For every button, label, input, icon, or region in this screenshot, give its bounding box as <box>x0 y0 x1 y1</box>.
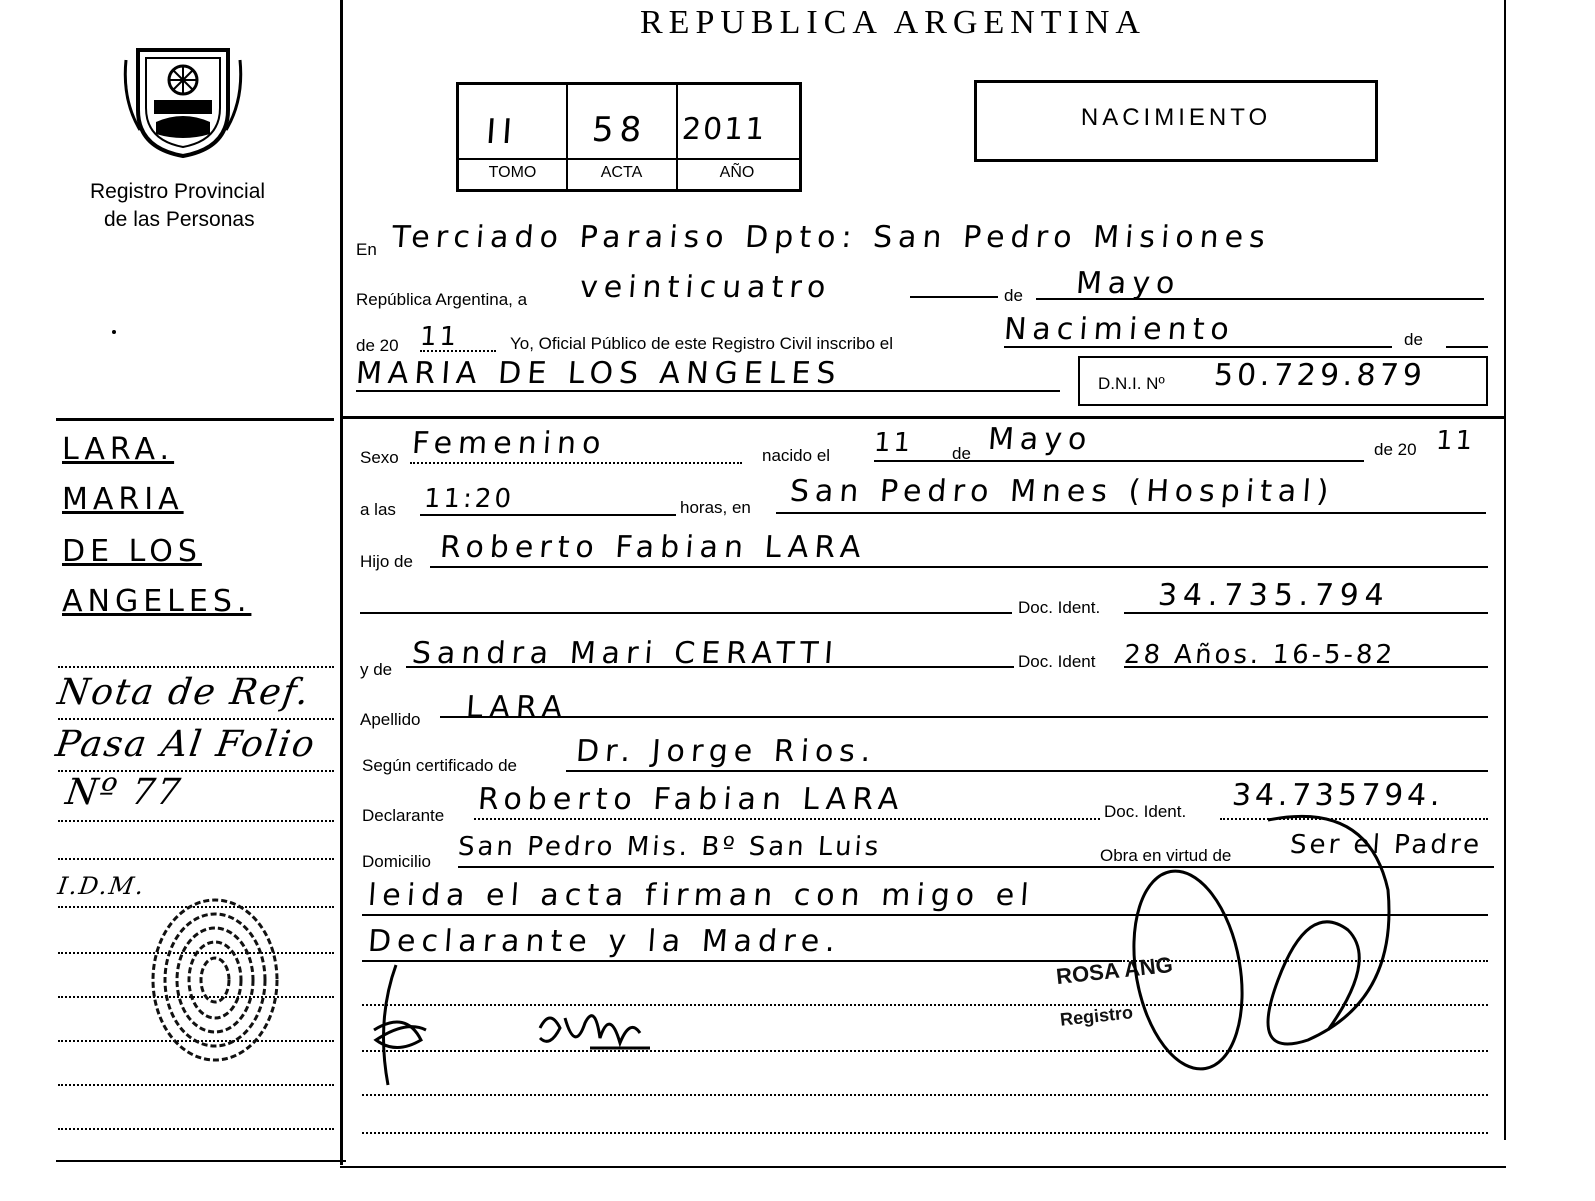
field-madre-doc: 28 Años. 16-5-82 <box>1122 640 1397 670</box>
label-de-1: de <box>1004 286 1023 305</box>
field-nombre: MARIA DE LOS ANGELES <box>354 356 843 391</box>
field-nac-mes: Mayo <box>986 422 1094 457</box>
field-sexo: Femenino <box>410 426 608 461</box>
margin-idm: I.D.M. <box>56 872 148 900</box>
rule <box>1124 612 1488 614</box>
label-declarante: Declarante <box>362 806 445 825</box>
registry-name-line1: Registro Provincial <box>90 180 266 203</box>
declarant-signature-icon <box>366 960 436 1090</box>
field-declarante: Roberto Fabian LARA <box>476 782 906 817</box>
label-nacido: nacido el <box>762 446 831 465</box>
field-declarante-doc: 34.735794. <box>1230 778 1446 813</box>
field-domicilio: San Pedro Mis. Bº San Luis <box>456 832 883 862</box>
margin-given-name-1: MARIA <box>62 482 184 517</box>
field-padre: Roberto Fabian LARA <box>438 530 868 565</box>
rule <box>474 818 1100 820</box>
rule <box>420 350 496 352</box>
margin-bottom-line <box>56 1160 346 1162</box>
label-sexo: Sexo <box>360 448 399 467</box>
label-docident-3: Doc. Ident. <box>1104 802 1187 821</box>
margin-note-2: Pasa Al Folio <box>53 724 319 765</box>
label-dni: D.N.I. Nº <box>1098 374 1165 393</box>
label-de-20-b: de 20 <box>1374 440 1417 459</box>
margin-dotted-line <box>58 718 334 720</box>
acta-label: ACTA <box>600 164 643 181</box>
act-type-label: NACIMIENTO <box>1080 104 1272 131</box>
field-lectura-1: leida el acta firman con migo el <box>366 878 1036 913</box>
rule <box>420 514 676 516</box>
margin-surname: LARA. <box>62 432 175 467</box>
rule <box>360 612 1012 614</box>
field-madre: Sandra Mari CERATTI <box>410 636 841 671</box>
dot-mark <box>112 330 116 334</box>
label-docident-2: Doc. Ident <box>1018 652 1096 671</box>
field-lugar: Terciado Paraiso Dpto: San Pedro Misiones <box>390 220 1273 255</box>
margin-dotted-line <box>58 858 334 860</box>
field-lectura-2: Declarante y la Madre. <box>366 924 843 959</box>
rule <box>362 960 1122 962</box>
field-inscribe: Nacimiento <box>1002 312 1237 347</box>
label-segun: Según certificado de <box>362 756 517 775</box>
page-title: REPUBLICA ARGENTINA <box>640 4 1146 41</box>
label-yde: y de <box>360 660 393 679</box>
margin-dotted-line <box>58 1128 334 1130</box>
margin-note-3: Nº 77 <box>63 772 185 813</box>
left-column-divider <box>340 0 343 1165</box>
rule <box>910 296 998 298</box>
right-page-edge <box>1504 0 1506 1140</box>
field-padre-doc: 34.735.794 <box>1156 578 1392 613</box>
tomo-value: II <box>484 112 520 152</box>
field-mes: Mayo <box>1074 266 1182 301</box>
rule <box>874 460 1364 462</box>
field-lugar-nac: San Pedro Mnes (Hospital) <box>788 474 1336 509</box>
margin-dotted-line <box>58 1084 334 1086</box>
field-hora: 11:20 <box>422 484 515 514</box>
official-stamp-line1: ROSA ANG <box>1054 951 1174 990</box>
label-de-3: de <box>952 444 971 463</box>
rule <box>566 770 1488 772</box>
bottom-rule <box>340 1166 1506 1168</box>
margin-given-name-2: DE LOS <box>62 534 202 569</box>
margin-given-name-3: ANGELES. <box>62 584 252 619</box>
acta-value: 58 <box>590 110 649 150</box>
field-dni: 50.729.879 <box>1212 358 1428 393</box>
rule <box>406 666 1014 668</box>
rule <box>430 566 1488 568</box>
tomo-label: TOMO <box>488 164 537 181</box>
label-apellido: Apellido <box>360 710 421 729</box>
margin-separator <box>56 418 334 421</box>
rule <box>410 462 742 464</box>
label-alas: a las <box>360 500 396 519</box>
margin-dotted-line <box>58 666 334 668</box>
margin-note-1: Nota de Ref. <box>55 672 314 713</box>
label-en: En <box>356 240 377 259</box>
provincial-seal-icon <box>118 30 248 160</box>
label-docident-1: Doc. Ident. <box>1018 598 1101 617</box>
field-certificado: Dr. Jorge Rios. <box>574 734 878 769</box>
officer-signature-icon <box>1118 780 1418 1080</box>
rule <box>1004 346 1392 348</box>
anio-label: AÑO <box>719 164 755 181</box>
label-de-20: de 20 <box>356 336 399 355</box>
section-divider <box>340 416 1504 419</box>
rule <box>1446 346 1488 348</box>
label-horas: horas, en <box>680 498 751 517</box>
record-box-label-line <box>456 158 799 160</box>
label-obra: Obra en virtud de <box>1100 846 1232 865</box>
field-nac-anio: 11 <box>1434 426 1477 456</box>
rule <box>1036 298 1484 300</box>
margin-dotted-line <box>58 770 334 772</box>
official-stamp-line2: Registro <box>1059 1002 1134 1030</box>
field-dia-letras: veinticuatro <box>578 270 833 305</box>
field-apellido: LARA <box>464 690 570 725</box>
rule <box>440 716 1488 718</box>
anio-value: 2011 <box>680 112 768 147</box>
rule <box>356 390 1060 392</box>
label-yo: Yo, Oficial Público de este Registro Civil inscribo el <box>510 334 893 353</box>
mother-signature-icon <box>530 998 660 1062</box>
field-obra: Ser el Padre <box>1288 830 1484 860</box>
label-de-2: de <box>1404 330 1423 349</box>
fingerprint-icon <box>140 890 290 1070</box>
field-nac-dia: 11 <box>872 428 915 458</box>
label-hijo: Hijo de <box>360 552 413 571</box>
field-anio: 11 <box>418 322 461 352</box>
rule <box>1124 666 1488 668</box>
rule <box>362 1094 1488 1096</box>
registry-name-line2: de las Personas <box>104 208 255 231</box>
margin-dotted-line <box>58 820 334 822</box>
rule <box>776 512 1486 514</box>
label-domicilio: Domicilio <box>362 852 431 871</box>
label-republica: República Argentina, a <box>356 290 528 309</box>
rule <box>362 1132 1488 1134</box>
